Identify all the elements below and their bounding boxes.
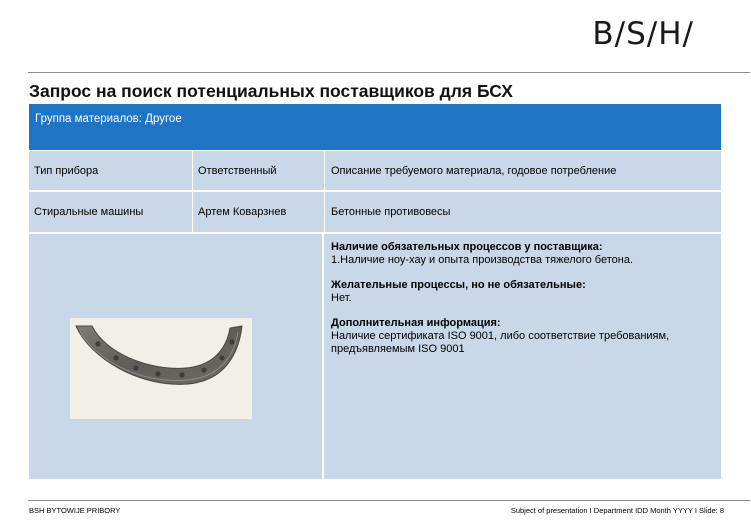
footer-slide-info: Subject of presentation I Department IDD Month YYYY I Slide: 8	[510, 506, 724, 515]
requirements-panel	[324, 234, 721, 479]
header-responsible: Ответственный	[198, 164, 277, 177]
desired-processes-heading: Желательные процессы, но не обязательные:	[331, 279, 586, 291]
header-material-description: Описание требуемого материала, годовое потребление	[331, 164, 617, 177]
column-divider	[324, 151, 325, 190]
material-group-label: Группа материалов: Другое	[35, 113, 182, 125]
column-divider	[324, 192, 325, 232]
footer-company: BSH BYTOWIJE PRIBORY	[29, 506, 121, 515]
cell-material-description: Бетонные противовесы	[331, 206, 451, 218]
table-row	[29, 192, 721, 232]
cell-responsible: Артем Коварзнев	[198, 206, 287, 218]
header-divider	[28, 72, 750, 73]
column-divider	[192, 192, 193, 232]
additional-info-text-line-2: предъявляемым ISO 9001	[331, 343, 465, 355]
mandatory-processes-text: 1.Наличие ноу-хау и опыта производства тяжелого бетона.	[331, 254, 634, 266]
header-appliance-type: Тип прибора	[34, 164, 99, 177]
table-header-row	[29, 151, 721, 190]
column-divider	[192, 151, 193, 190]
page-title: Запрос на поиск потенциальных поставщиков для БСХ	[29, 81, 513, 101]
material-group-band	[29, 104, 721, 150]
mandatory-processes-block	[331, 241, 717, 267]
footer-divider	[28, 500, 750, 501]
additional-info-block	[331, 317, 717, 356]
bsh-logo: B/S/H/	[592, 16, 694, 52]
additional-info-text-line-1: Наличие сертификата ISO 9001, либо соответствие требованиям,	[331, 330, 670, 342]
mandatory-processes-heading: Наличие обязательных процессов у поставщика:	[331, 241, 603, 253]
additional-info-heading: Дополнительная информация:	[331, 317, 501, 329]
desired-processes-block	[331, 279, 717, 305]
cell-appliance-type: Стиральные машины	[34, 206, 144, 218]
concrete-counterweight-photo	[70, 318, 252, 419]
desired-processes-text: Нет.	[331, 292, 352, 304]
counterweight-image-icon	[70, 318, 252, 419]
